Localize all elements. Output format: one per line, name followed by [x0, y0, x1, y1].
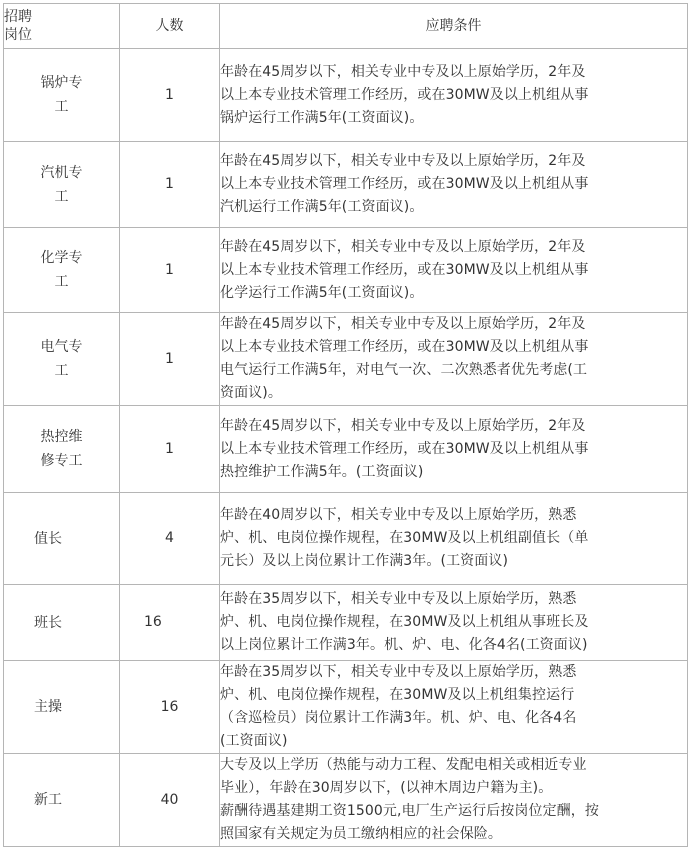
position-cell: [4, 493, 120, 585]
requirement-line: 汽机运行工作满5年(工资面议)。: [220, 199, 424, 215]
position-text: 工: [54, 99, 69, 115]
requirement-line: 年龄在40周岁以下，相关专业中专及以上原始学历，熟悉: [220, 507, 577, 523]
requirement-line: 元长）及以上岗位累计工作满3年。(工资面议): [220, 553, 509, 569]
requirements-cell: [220, 493, 688, 585]
requirements-cell: [220, 313, 688, 406]
position-text: 修专工: [40, 453, 83, 469]
count-cell: 1: [120, 142, 220, 228]
requirement-line: 薪酬待遇基建期工资1500元,电厂生产运行后按岗位定酬，按: [220, 803, 599, 819]
requirement-line: 锅炉运行工作满5年(工资面议)。: [220, 109, 424, 126]
requirement-line: 毕业），年龄在30周岁以下，(以神木周边户籍为主)。: [220, 780, 553, 796]
position-text: 化学专: [40, 250, 83, 266]
count-cell: 40: [120, 754, 220, 847]
position-text: 工: [54, 274, 69, 290]
requirement-line: 电气运行工作满5年，对电气一次、二次熟悉者优先考虑(工: [220, 362, 588, 378]
position-text: 电气专: [40, 339, 83, 355]
position-text: 工: [54, 363, 69, 379]
count-cell: 1: [120, 406, 220, 493]
requirement-line: 资面议)。: [220, 385, 282, 401]
requirements-cell: [220, 754, 688, 847]
requirement-line: 炉、机、电岗位操作规程，在30MW及以上机组从事班长及: [220, 614, 589, 630]
requirements-cell: [220, 142, 688, 228]
requirement-line: 大专及以上学历（热能与动力工程、发配电相关或相近专业: [220, 757, 587, 773]
requirements-cell: [220, 228, 688, 313]
table-row: [4, 585, 688, 661]
requirements-cell: [220, 585, 688, 661]
requirement-line: 年龄在45周岁以下，相关专业中专及以上原始学历，2年及: [220, 417, 586, 434]
count-cell: 16: [120, 661, 220, 754]
requirement-line: 以上本专业技术管理工作经历，或在30MW及以上机组从事: [220, 440, 589, 457]
requirement-line: 以上本专业技术管理工作经历，或在30MW及以上机组从事: [220, 339, 589, 355]
count-cell: 4: [120, 493, 220, 585]
requirement-line: 年龄在45周岁以下，相关专业中专及以上原始学历，2年及: [220, 153, 586, 169]
position-text: 汽机专: [40, 164, 83, 181]
count-cell: 16: [120, 585, 220, 661]
position-text: 热控维: [40, 429, 83, 445]
position-cell: [4, 142, 120, 228]
position-text: 班长: [34, 614, 62, 631]
position-cell: [4, 49, 120, 142]
count-cell: 1: [120, 228, 220, 313]
requirements-cell: [220, 406, 688, 493]
requirement-line: 以上岗位累计工作满3年。机、炉、电、化各4名(工资面议): [220, 637, 588, 653]
position-cell: [4, 228, 120, 313]
count-cell: 1: [120, 49, 220, 142]
position-cell: [4, 661, 120, 754]
requirement-line: 以上本专业技术管理工作经历，或在30MW及以上机组从事: [220, 86, 589, 103]
requirement-line: 以上本专业技术管理工作经历，或在30MW及以上机组从事: [220, 176, 589, 192]
table-row: [4, 661, 688, 754]
requirements-cell: [220, 49, 688, 142]
position-cell: [4, 585, 120, 661]
requirement-line: 照国家有关规定为员工缴纳相应的社会保险。: [220, 826, 502, 842]
position-cell: [4, 406, 120, 493]
requirement-line: 炉、机、电岗位操作规程，在30MW及以上机组集控运行: [220, 687, 575, 703]
header-count: 人数: [120, 4, 220, 49]
recruitment-table: [3, 3, 688, 847]
table-row: [4, 493, 688, 585]
requirement-line: 年龄在45周岁以下，相关专业中专及以上原始学历，2年及: [220, 63, 586, 80]
header-position-line1: 招聘: [4, 9, 32, 25]
requirement-line: 炉、机、电岗位操作规程，在30MW及以上机组副值长（单: [220, 530, 589, 546]
table-row: [4, 406, 688, 493]
requirement-line: 年龄在35周岁以下，相关专业中专及以上原始学历，熟悉: [220, 591, 577, 607]
position-text: 工: [54, 188, 69, 205]
table-header-row: [4, 4, 688, 49]
table-row: [4, 313, 688, 406]
position-cell: [4, 313, 120, 406]
requirement-line: 化学运行工作满5年(工资面议)。: [220, 284, 424, 301]
table-row: [4, 754, 688, 847]
table-row: [4, 49, 688, 142]
position-text: 值长: [34, 530, 62, 547]
requirement-line: （含巡检员）岗位累计工作满3年。机、炉、电、化各4名: [220, 710, 577, 726]
table-row: [4, 228, 688, 313]
position-text: 新工: [34, 792, 62, 808]
position-cell: [4, 754, 120, 847]
requirement-line: 年龄在45周岁以下，相关专业中专及以上原始学历，2年及: [220, 316, 586, 332]
position-text: 锅炉专: [40, 75, 83, 91]
header-requirements: 应聘条件: [220, 4, 688, 49]
requirement-line: (工资面议): [220, 733, 288, 749]
requirement-line: 热控维护工作满5年。(工资面议): [220, 463, 424, 480]
position-text: 主操: [34, 699, 62, 715]
table-row: [4, 142, 688, 228]
requirements-cell: [220, 661, 688, 754]
requirement-line: 年龄在45周岁以下，相关专业中专及以上原始学历，2年及: [220, 238, 586, 255]
requirement-line: 以上本专业技术管理工作经历，或在30MW及以上机组从事: [220, 261, 589, 278]
header-position-line2: 岗位: [4, 27, 32, 43]
requirement-line: 年龄在35周岁以下，相关专业中专及以上原始学历，熟悉: [220, 664, 577, 680]
header-position: [4, 4, 120, 49]
count-cell: 1: [120, 313, 220, 406]
